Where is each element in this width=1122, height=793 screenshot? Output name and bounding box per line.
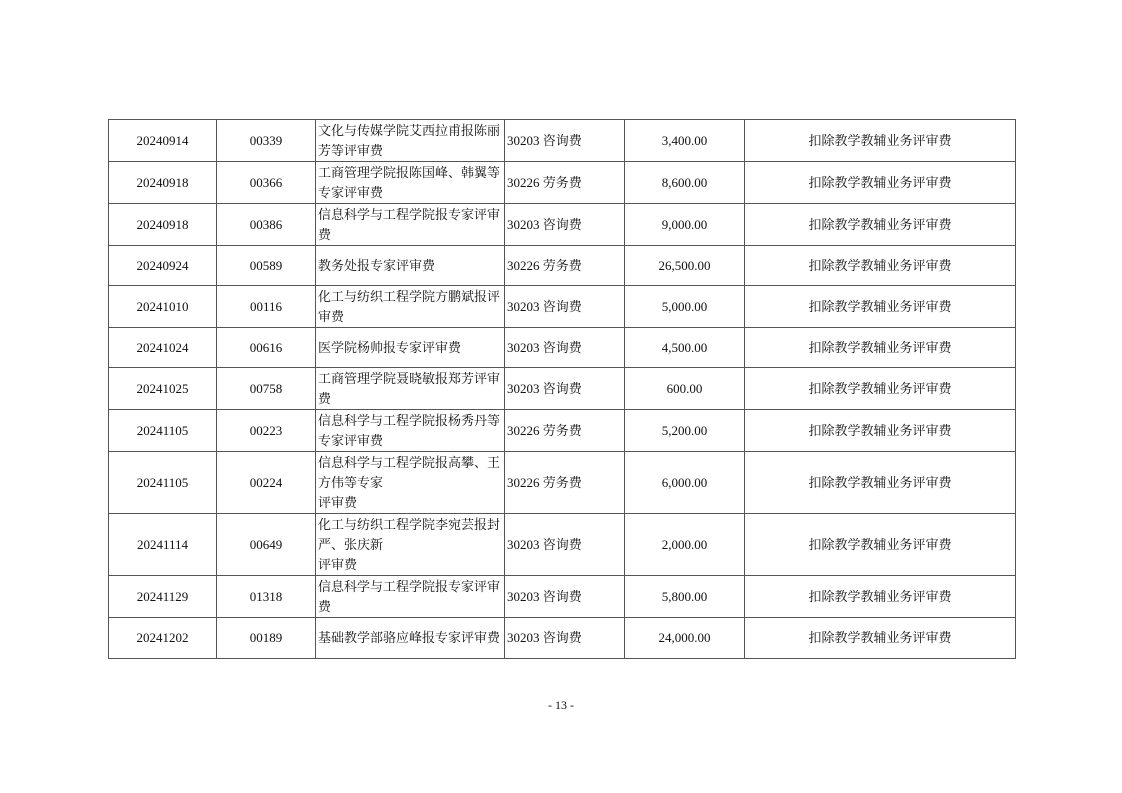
amount-cell: 5,800.00 bbox=[625, 576, 745, 618]
description-cell: 基础教学部骆应峰报专家评审费 bbox=[316, 618, 505, 659]
account-cell: 30226 劳务费 bbox=[505, 162, 625, 204]
date-cell: 20241202 bbox=[109, 618, 217, 659]
voucher-number-cell: 00366 bbox=[217, 162, 316, 204]
date-cell: 20241129 bbox=[109, 576, 217, 618]
amount-cell: 5,200.00 bbox=[625, 410, 745, 452]
table-row bbox=[109, 410, 1016, 452]
table-row bbox=[109, 368, 1016, 410]
amount-cell: 600.00 bbox=[625, 368, 745, 410]
date-cell: 20241114 bbox=[109, 514, 217, 576]
date-cell: 20240918 bbox=[109, 162, 217, 204]
table-row bbox=[109, 328, 1016, 368]
amount-cell: 4,500.00 bbox=[625, 328, 745, 368]
account-cell: 30203 咨询费 bbox=[505, 618, 625, 659]
description-cell: 工商管理学院聂晓敏报郑芳评审费 bbox=[316, 368, 505, 410]
voucher-number-cell: 00339 bbox=[217, 120, 316, 162]
note-cell: 扣除教学教辅业务评审费 bbox=[745, 410, 1016, 452]
description-cell: 信息科学与工程学院报专家评审费 bbox=[316, 204, 505, 246]
account-cell: 30203 咨询费 bbox=[505, 286, 625, 328]
date-cell: 20241010 bbox=[109, 286, 217, 328]
amount-cell: 8,600.00 bbox=[625, 162, 745, 204]
table-row bbox=[109, 120, 1016, 162]
amount-cell: 26,500.00 bbox=[625, 246, 745, 286]
amount-cell: 6,000.00 bbox=[625, 452, 745, 514]
table-row bbox=[109, 246, 1016, 286]
date-cell: 20240918 bbox=[109, 204, 217, 246]
description-cell: 信息科学与工程学院报杨秀丹等专家评审费 bbox=[316, 410, 505, 452]
voucher-number-cell: 00224 bbox=[217, 452, 316, 514]
amount-cell: 5,000.00 bbox=[625, 286, 745, 328]
description-cell: 教务处报专家评审费 bbox=[316, 246, 505, 286]
account-cell: 30203 咨询费 bbox=[505, 120, 625, 162]
voucher-number-cell: 00589 bbox=[217, 246, 316, 286]
table-row bbox=[109, 286, 1016, 328]
description-cell: 化工与纺织工程学院李宛芸报封严、张庆新 评审费 bbox=[316, 514, 505, 576]
amount-cell: 9,000.00 bbox=[625, 204, 745, 246]
note-cell: 扣除教学教辅业务评审费 bbox=[745, 452, 1016, 514]
table-row bbox=[109, 514, 1016, 576]
account-cell: 30226 劳务费 bbox=[505, 410, 625, 452]
date-cell: 20240914 bbox=[109, 120, 217, 162]
account-cell: 30203 咨询费 bbox=[505, 514, 625, 576]
account-cell: 30203 咨询费 bbox=[505, 204, 625, 246]
voucher-number-cell: 01318 bbox=[217, 576, 316, 618]
note-cell: 扣除教学教辅业务评审费 bbox=[745, 368, 1016, 410]
amount-cell: 3,400.00 bbox=[625, 120, 745, 162]
account-cell: 30226 劳务费 bbox=[505, 246, 625, 286]
description-cell: 医学院杨帅报专家评审费 bbox=[316, 328, 505, 368]
table-row bbox=[109, 452, 1016, 514]
account-cell: 30226 劳务费 bbox=[505, 452, 625, 514]
account-cell: 30203 咨询费 bbox=[505, 368, 625, 410]
voucher-number-cell: 00758 bbox=[217, 368, 316, 410]
voucher-number-cell: 00616 bbox=[217, 328, 316, 368]
date-cell: 20241024 bbox=[109, 328, 217, 368]
voucher-number-cell: 00116 bbox=[217, 286, 316, 328]
note-cell: 扣除教学教辅业务评审费 bbox=[745, 328, 1016, 368]
date-cell: 20241105 bbox=[109, 410, 217, 452]
note-cell: 扣除教学教辅业务评审费 bbox=[745, 204, 1016, 246]
table-row bbox=[109, 618, 1016, 659]
description-cell: 化工与纺织工程学院方鹏斌报评审费 bbox=[316, 286, 505, 328]
description-cell: 文化与传媒学院艾西拉甫报陈丽芳等评审费 bbox=[316, 120, 505, 162]
table-row bbox=[109, 162, 1016, 204]
voucher-number-cell: 00386 bbox=[217, 204, 316, 246]
date-cell: 20241025 bbox=[109, 368, 217, 410]
voucher-number-cell: 00189 bbox=[217, 618, 316, 659]
note-cell: 扣除教学教辅业务评审费 bbox=[745, 162, 1016, 204]
note-cell: 扣除教学教辅业务评审费 bbox=[745, 514, 1016, 576]
amount-cell: 24,000.00 bbox=[625, 618, 745, 659]
account-cell: 30203 咨询费 bbox=[505, 328, 625, 368]
note-cell: 扣除教学教辅业务评审费 bbox=[745, 618, 1016, 659]
note-cell: 扣除教学教辅业务评审费 bbox=[745, 286, 1016, 328]
page-number: - 13 - bbox=[548, 698, 574, 712]
voucher-number-cell: 00649 bbox=[217, 514, 316, 576]
note-cell: 扣除教学教辅业务评审费 bbox=[745, 246, 1016, 286]
description-cell: 信息科学与工程学院报专家评审费 bbox=[316, 576, 505, 618]
voucher-number-cell: 00223 bbox=[217, 410, 316, 452]
table-row bbox=[109, 576, 1016, 618]
date-cell: 20241105 bbox=[109, 452, 217, 514]
description-cell: 工商管理学院报陈国峰、韩翼等专家评审费 bbox=[316, 162, 505, 204]
description-cell: 信息科学与工程学院报高攀、王方伟等专家 评审费 bbox=[316, 452, 505, 514]
table-row bbox=[109, 204, 1016, 246]
note-cell: 扣除教学教辅业务评审费 bbox=[745, 120, 1016, 162]
expense-table bbox=[108, 119, 1016, 659]
amount-cell: 2,000.00 bbox=[625, 514, 745, 576]
date-cell: 20240924 bbox=[109, 246, 217, 286]
note-cell: 扣除教学教辅业务评审费 bbox=[745, 576, 1016, 618]
account-cell: 30203 咨询费 bbox=[505, 576, 625, 618]
table-body bbox=[109, 120, 1016, 659]
